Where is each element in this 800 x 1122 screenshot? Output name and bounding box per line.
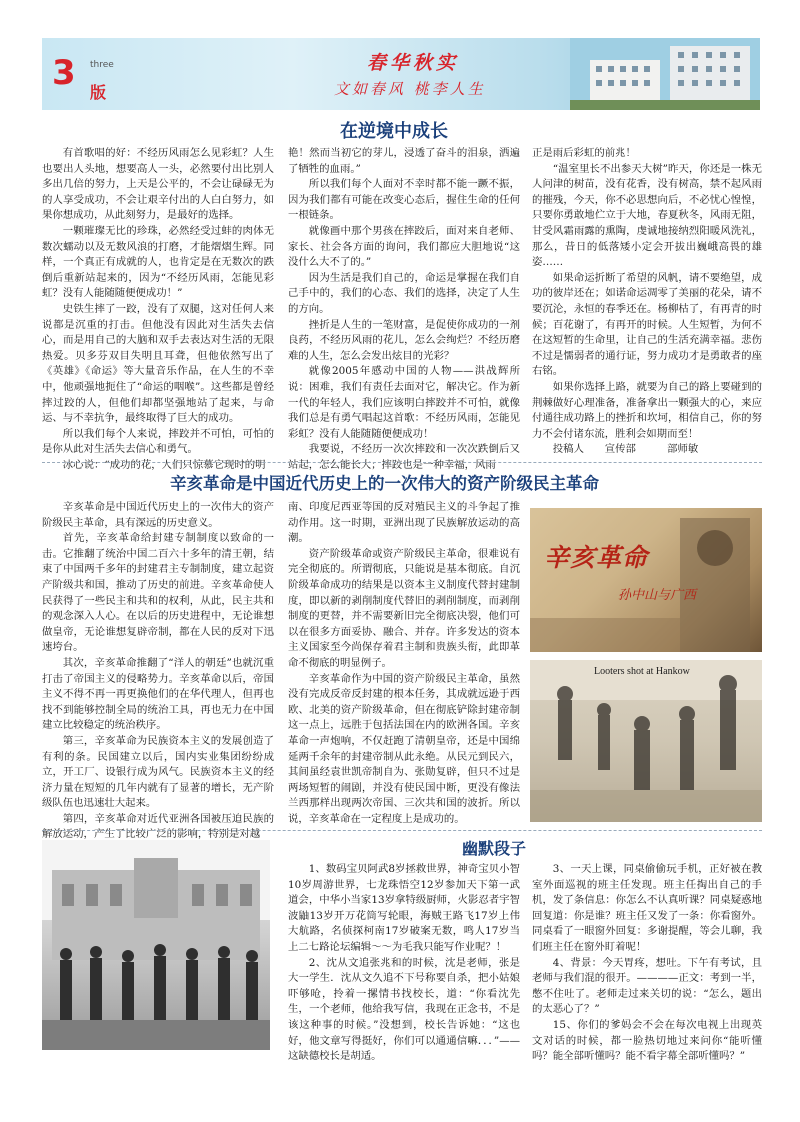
paragraph: 就像画中那个男孩在摔跤后，面对来自老师、家长、社会各方面的询问，我们都应大胆地说“这没什么大不了的。” xyxy=(288,224,520,269)
campus-building-image xyxy=(570,38,760,110)
group-photo-image xyxy=(42,840,270,1050)
paragraph: 艳！然而当初它的芽儿，浸透了奋斗的泪泉，洒遍了牺牲的血雨。” xyxy=(288,147,520,175)
article1-column-2 xyxy=(288,146,520,473)
divider xyxy=(42,830,762,831)
paragraph: 正是雨后彩虹的前兆！ xyxy=(532,147,636,159)
paragraph: 挫折是人生的一笔财富，是促使你成功的一剂良药，不经历风雨的花儿，怎么会绚烂？不经历磨难的人生，怎么会发出炫目的光彩？ xyxy=(288,318,520,362)
paragraph: 就像2005年感动中国的人物——洪战辉所说：困难，我们有责任去面对它，解决它。作为新一代的年轻人，我们应该明白摔跤并不可怕，就像我们总是有勇气唱起这首歌：不经历风雨，怎能见彩虹？没有人能随随便便成功！ xyxy=(288,365,520,440)
column-subtitle: 文如春风 桃李人生 xyxy=(334,80,486,98)
paragraph: 所以我们每个人来说，摔跤并不可怕，可怕的是你从此对生活失去信心和勇气。 xyxy=(42,427,274,456)
edition-label: 版 xyxy=(90,83,107,102)
hankow-historical-photo xyxy=(530,660,762,822)
paragraph: 15、你们的爹妈会不会在每次电视上出现英文对话的时候，都一脸热切地过来问你“能听懂吗？能全部听懂吗？能不看字幕全部听懂吗？” xyxy=(532,1018,762,1063)
paragraph: 1、数码宝贝阿武8岁拯救世界，神奇宝贝小智10岁周游世界，七龙珠悟空12岁参加天下第一武道会，中华小当家13岁拿特级厨师，火影忍者宇智波鼬13岁开万花筒写轮眼，海贼王路飞17岁上伟大航路，名侦探柯南17岁破案无数，鸣人17岁当上二七路论坛编辑～～为毛我只能写作业呢？！ xyxy=(288,863,520,953)
paragraph: 3、一天上课，同桌偷偷玩手机，正好被在教室外面巡视的班主任发现。班主任掏出自己的手机，发了条信息：你怎么不认真听课？同桌疑惑地回复道：你是谁？班主任又发了一条：你看窗外。同桌看了一眼窗外回复：多谢提醒，等会儿聊，我们班主任在窗外盯着呢！ xyxy=(532,863,762,953)
paragraph: 4、背景：今天胃疼，想吐。下午有考试，且老师与我们混的很开。————正文：考到一半，憋不住吐了。老师走过来关切的说：“怎么，题出的太恶心了？” xyxy=(532,956,762,1016)
paragraph: 2、沈从文追张兆和的时候，沈是老师，张是大一学生．沈从文久追不下号称要自杀，把小姑娘吓够呛，拎着一摞情书找校长，道：“你看沈先生，一个老师，他给我写信，我现在正念书，不是该这种事的时候。”没想到，校长告诉她：“这也好，他文章写得挺好，你们可以通通信嘛．．．”——这缺德校长是胡适。 xyxy=(288,956,520,1063)
paragraph: 南、印度尼西亚等国的反对殖民主义的斗争起了推动作用。这一时期，亚洲出现了民族解放运动的高潮。 xyxy=(288,501,520,545)
paragraph: 首先，辛亥革命给封建专制制度以致命的一击。它推翻了统治中国二百六十多年的清王朝，结束了中国两千多年的封建君主专制制度，建立起资产阶级共和国，推动了历史的前进。辛亥革命使人民获得了一些民主和共和的权利，从此，民主共和的观念深入人心。在以后的历史进程中，无论谁想做皇帝，无论谁想复辟帝制，都在人民的反对下迅速垮台。 xyxy=(42,532,274,654)
article1-title: 在逆境中成长 xyxy=(340,121,448,142)
poster-figure-image xyxy=(530,508,762,652)
article2-column-1 xyxy=(42,500,274,843)
page-header xyxy=(42,38,760,110)
page-word: three xyxy=(90,60,114,70)
article1-column-3 xyxy=(532,146,762,458)
paragraph: 如果命运折断了希望的风帆，请不要绝望，成功的彼岸还在；如诺命运凋零了美丽的花朵，请不要沉沦，永恒的春季还在。杨柳枯了，有再青的时候；百花谢了，有再开的时候。人生短暂，为何不在这短暂的生命里，让自己的生活充满幸福。悲伤不过是懦弱者的通行证，努力成功才是勇敢者的座右铭。 xyxy=(532,271,762,378)
paragraph: 其次，辛亥革命推翻了“洋人的朝廷”也就沉重打击了帝国主义的侵略势力。辛亥革命以后，帝国主义不得不再一再更换他们的在华代理人，但再也找不到能够控制全局的统治工具，再也无力在中国建立比较稳定的统治秩序。 xyxy=(42,656,274,732)
paragraph: 第四，辛亥革命对近代亚洲各国被压迫民族的解放运动，产生了比较广泛的影响，特别是对越 xyxy=(42,812,274,841)
article2-title: 辛亥革命是中国近代历史上的一次伟大的资产阶级民主革命 xyxy=(170,474,599,493)
poster-subtitle: 孙中山与广西 xyxy=(618,588,697,603)
photo-figures-image xyxy=(530,660,762,822)
historical-group-photo xyxy=(42,840,270,1050)
paragraph: “温室里长不出参天大树”昨天，你还是一株无人问津的树苗，没有花香，没有树高，禁不起风雨的摧残，今天，你不必思想向后，不必忧心惶惶，只要你勇敢地伫立于大地，春夏秋冬，风雨无阻，甘受风霜雨露的熏陶，虔诚地接纳烈阳暖风洗礼，那么，昔日的低落矮小定会开拔出巍峨高畏的雄姿…… xyxy=(532,162,762,269)
article2-column-2 xyxy=(288,500,520,827)
divider xyxy=(42,462,762,463)
paragraph: 冰心说：“成功的花，人们只惊慕它现时的明 xyxy=(62,458,266,471)
paragraph: 我要说，不经历一次次摔跤和一次次跌倒后又站起，怎么能长大；摔跤也是一种幸福，风雨 xyxy=(288,443,520,471)
page-number: 3 xyxy=(52,53,76,93)
paragraph: 如果你选择上路，就要为自己的路上要碰到的荆棘做好心理准备，准备拿出一颗强大的心，来应付通往成功路上的挫折和坎坷，相信自己，你的努力不会付诸东流，胜利会如期而至！ xyxy=(532,380,762,440)
paragraph: 所以我们每个人面对不幸时都不能一蹶不振，因为我们都有可能在改变心态后，握住生命的任何一根链条。 xyxy=(288,178,520,222)
paragraph: 资产阶级革命或资产阶级民主革命，很难说有完全彻底的。所谓彻底，只能说是基本彻底。自沉阶级革命成功的结果是以资本主义制度代替封建制度，即以新的剥削制度代替旧的剥削制度，而剥削制度的更替，并不需要新旧完全彻底决裂，他们可以在很多方面妥协、融合、并存。许多发达的资本主义国家至今尚保存着君主制和贵族头衔，此即革命不彻底的明显例子。 xyxy=(288,547,520,669)
article3-title: 幽默段子 xyxy=(462,839,527,858)
article3-column-1 xyxy=(288,862,520,1065)
column-title: 春华秋实 xyxy=(367,52,460,74)
article1-column-1 xyxy=(42,146,274,473)
article3-column-2 xyxy=(532,862,762,1065)
paragraph: 史铁生摔了一跤，没有了双腿，这对任何人来说都是沉重的打击。但他没有因此对生活失去信心，而是用自己的大脑和双手去表达对生活的无限热爱。贝多芬双目失明且耳聋，但他依然写出了《英雄》《命运》等大量音乐作品，在人生的不幸中，他顽强地扼住了“命运的咽喉”。这些都是曾经摔过跤的人，但他们却都坚强地站了起来，与命运、与不幸抗争，最终取得了巨大的成功。 xyxy=(42,302,274,425)
paragraph: 一颗璀璨无比的珍珠，必然经受过蚌的肉体无数次蠕动以及无数风浪的打磨，才能熠熠生辉。同样，一个真正有成就的人，也肯定是在无数次的跌倒后重新站起来的，因为“不经历风雨，怎能见彩虹？没有人能随随便便成功！” xyxy=(42,224,274,300)
photo-caption: Looters shot at Hankow xyxy=(594,666,690,677)
paragraph: 第三，辛亥革命为民族资本主义的发展创造了有利的条。民国建立以后，国内实业集团纷纷成立，开工厂、设银行成为风气。民族资本主义的经济力量在短短的几年内就有了显著的增长，无产阶级队伍也迅速壮大起来。 xyxy=(42,734,274,810)
paragraph: 辛亥革命是中国近代历史上的一次伟大的资产阶级民主革命，具有深远的历史意义。 xyxy=(42,501,274,529)
paragraph: 因为生活是我们自己的，命运是掌握在我们自己手中的，我们的心态、我们的选择，决定了人生的方向。 xyxy=(288,271,520,315)
byline: 投稿人 宣传部 部师敏 xyxy=(552,443,699,456)
paragraph: 有首歌唱的好：不经历风雨怎么见彩虹？人生也要出人头地，想要高人一头，必然要付出比别人多出几倍的努力，上天是公平的，不会让碌碌无为的人享受成功，不会让艰辛付出的人白白努力，如果你想成功，从此刻努力，是最好的选择。 xyxy=(42,147,274,222)
paragraph: 辛亥革命作为中国的资产阶级民主革命，虽然没有完成反帝反封建的根本任务，其成就远逊于西欧、北美的资产阶级革命，但在彻底铲除封建帝制这一点上，远胜于包括法国在内的欧洲各国。辛亥革命一声炮响，不仅赶跑了清朝皇帝，还是中国绵延两千余年的封建帝制从此永绝。从民元到民六，其间虽经袁世凯帝制自为、张勋复辟，但只不过是两场短暂的闹剧，并没有使民国中断，更没有像法兰西那样出现两次帝国、三次共和国的波折。所以说，辛亥革命在一定程度上是成功的。 xyxy=(288,672,520,825)
xinhai-revolution-poster xyxy=(530,508,762,652)
poster-title: 辛亥革命 xyxy=(544,543,649,572)
